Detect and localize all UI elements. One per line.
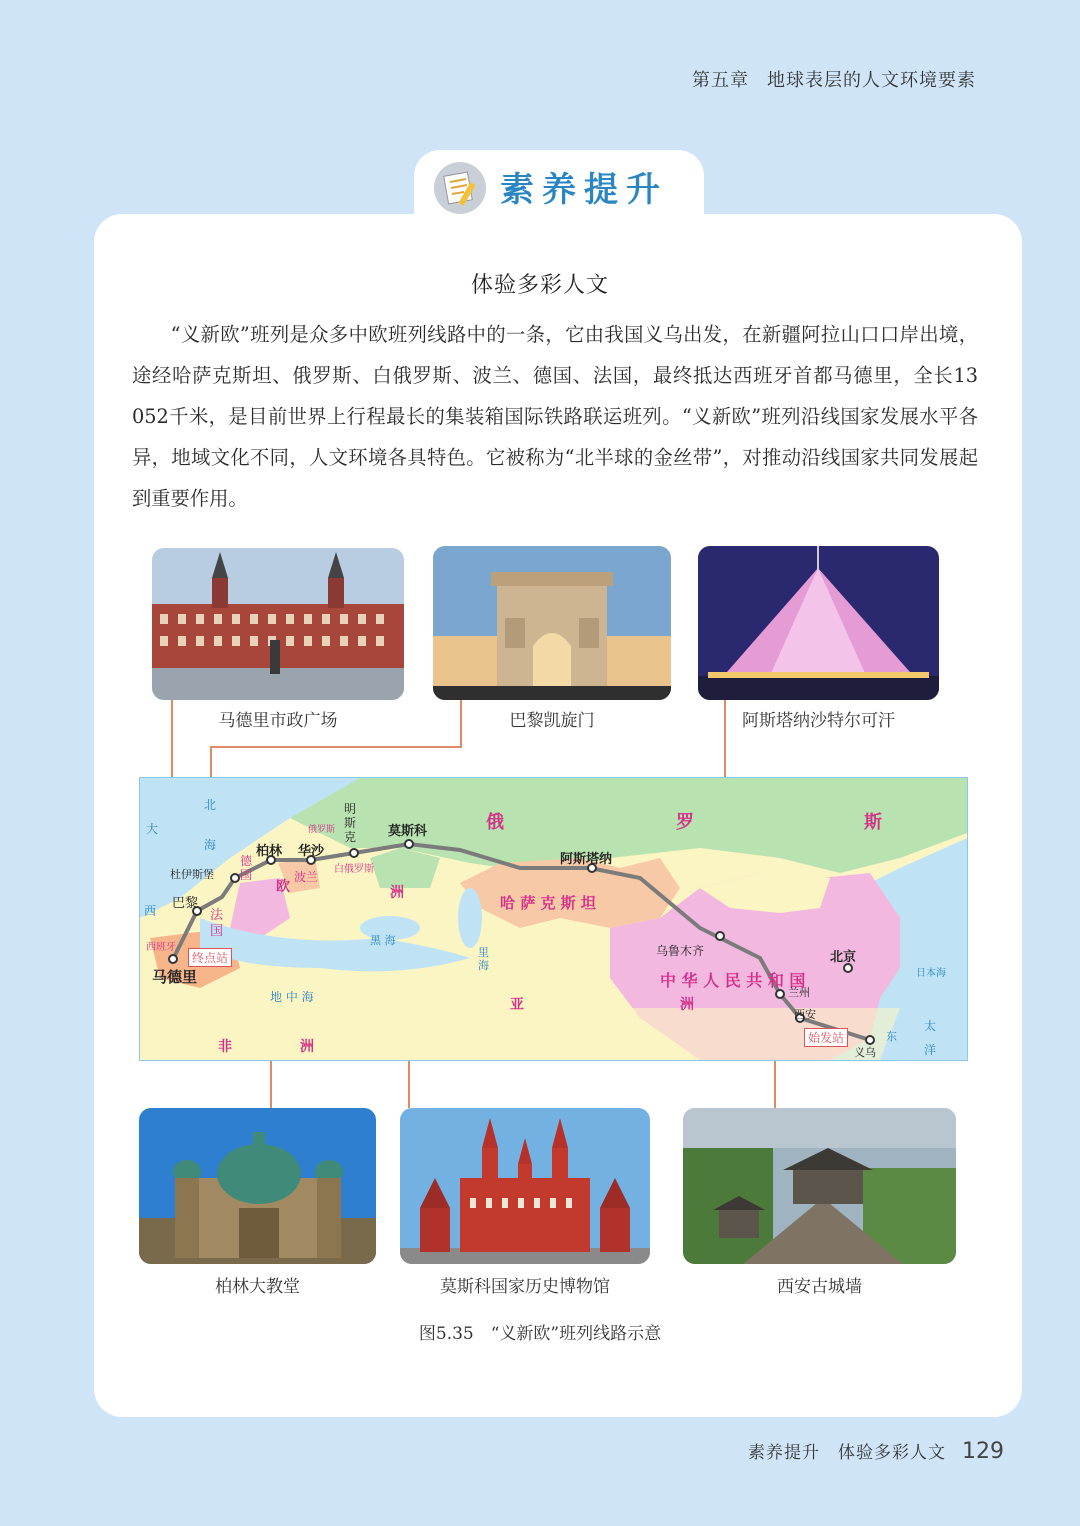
map-region-asia-2: 洲: [680, 997, 694, 1013]
map-city-minsk: 明 斯 克: [344, 802, 357, 844]
start-station-badge: 始发站: [804, 1028, 848, 1047]
map-city-astana: 阿斯塔纳: [560, 852, 613, 867]
map-label-germany: 德 国: [240, 854, 253, 882]
section-title: 体验多彩人文: [470, 273, 609, 298]
map-sea-north-2: 海: [204, 838, 217, 852]
map-sea-atlantic-2: 西: [144, 904, 157, 918]
map-sea-baltic: 俄罗斯: [308, 825, 336, 835]
photo-moscow-museum: [400, 1108, 650, 1264]
chapter-title: 地球表层的人文环境要素: [767, 70, 976, 91]
leader-line-paris-h: [210, 746, 462, 748]
page-footer: [748, 1438, 1004, 1464]
map-sea-japan: 日本海: [916, 968, 946, 979]
map-city-yiwu: 义乌: [854, 1046, 876, 1059]
footer-section-name: 素养提升 体验多彩人文: [748, 1443, 946, 1463]
map-label-china: 中 华 人 民 共 和 国: [660, 971, 806, 990]
map-city-warsaw: 华沙: [298, 844, 325, 859]
route-map: [139, 777, 968, 1061]
map-city-beijing: 北京: [830, 950, 857, 965]
map-sea-caspian: 里 海: [478, 946, 489, 972]
map-label-spain: 西班牙: [146, 942, 176, 953]
map-sea-north-1: 北: [204, 798, 217, 812]
map-label-belarus: 白俄罗斯: [334, 864, 374, 875]
photo-xian-wall: [683, 1108, 956, 1264]
caption-berlin: 柏林大教堂: [215, 1277, 300, 1297]
chapter-number: 第五章: [692, 70, 749, 91]
section-tab-title: 素养提升: [500, 170, 668, 210]
map-label-france: 法 国: [210, 908, 224, 939]
body-paragraph: “义新欧”班列是众多中欧班列线路中的一条，它由我国义乌出发，在新疆阿拉山口口岸出境，途经哈萨克斯坦、俄罗斯、白俄罗斯、波兰、德国、法国，最终抵达西班牙首都马德里，全长13 052千米，是目前世界上行程最长的集装箱国际铁路联运班列。“义新欧”班列沿线国家发展水平各异，地域文化不同，人文环境各具特色。它被称为“北半球的金丝带”，对推动沿线国家共同发展起到重要作用。: [132, 323, 978, 510]
map-label-kazakhstan: 哈 萨 克 斯 坦: [500, 894, 596, 912]
map-sea-atlantic-1: 大: [146, 822, 159, 836]
map-sea-east: 东: [886, 1030, 897, 1043]
map-region-africa-2: 洲: [300, 1039, 314, 1055]
map-city-berlin: 柏林: [256, 844, 283, 859]
map-label-poland: 波兰: [294, 870, 319, 884]
map-city-duisburg: 杜伊斯堡: [170, 868, 214, 881]
map-city-madrid: 马德里: [152, 968, 198, 986]
map-city-xian: 西安: [794, 1008, 816, 1021]
photo-astana-tent: [698, 546, 939, 700]
map-sea-black: 黑 海: [370, 934, 396, 947]
photo-berlin-cathedral: [139, 1108, 376, 1264]
caption-madrid: 马德里市政广场: [218, 711, 338, 731]
map-sea-mediterranean: 地 中 海: [270, 990, 314, 1004]
map-city-paris: 巴黎: [172, 896, 199, 911]
map-label-russia-2: 罗: [676, 812, 694, 833]
photo-paris-arc: [433, 546, 671, 700]
map-sea-pacific: 太 洋: [924, 1019, 937, 1057]
map-region-europe-1: 欧: [276, 879, 290, 895]
chapter-header: [692, 66, 976, 92]
map-city-lanzhou: 兰州: [788, 986, 810, 999]
map-label-russia-3: 斯: [864, 812, 882, 833]
map-region-africa-1: 非: [218, 1039, 232, 1055]
map-label-russia-1: 俄: [486, 812, 504, 833]
figure-caption: 图5.35 “义新欧”班列线路示意: [418, 1324, 662, 1344]
pencil-paper-icon: [434, 162, 486, 214]
map-city-urumqi: 乌鲁木齐: [656, 944, 705, 958]
terminal-station-badge: 终点站: [188, 948, 232, 967]
map-city-moscow: 莫斯科: [388, 824, 428, 839]
caption-moscow: 莫斯科国家历史博物馆: [440, 1277, 610, 1297]
caption-paris: 巴黎凯旋门: [509, 711, 595, 731]
page-number: 129: [962, 1439, 1004, 1464]
map-region-europe-2: 洲: [390, 885, 404, 901]
caption-xian: 西安古城墙: [777, 1277, 862, 1297]
photo-madrid-plaza: [152, 548, 404, 700]
caption-astana: 阿斯塔纳沙特尔可汗: [742, 711, 895, 731]
map-region-asia-1: 亚: [510, 997, 524, 1013]
